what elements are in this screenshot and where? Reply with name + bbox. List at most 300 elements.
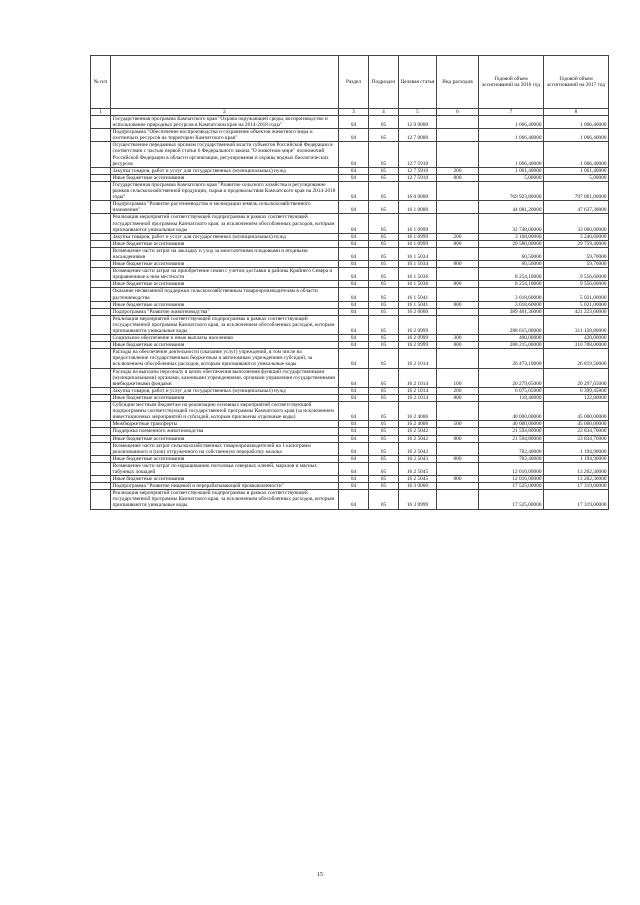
row-value-2016: 26 473,10000 xyxy=(479,349,544,368)
row-section: 04 xyxy=(339,281,369,288)
row-expense-type xyxy=(437,129,479,142)
row-section: 04 xyxy=(339,240,369,247)
row-number xyxy=(91,233,111,240)
row-section: 04 xyxy=(339,308,369,315)
row-number xyxy=(91,435,111,442)
row-number xyxy=(91,490,111,509)
table-row xyxy=(91,181,609,200)
row-name: Реализация мероприятий соответствующей подпрограммы в рамках соответствующей государственной программы Камчатского края, за исключением обособленных расходов, которым присваиваются уникальные коды xyxy=(111,490,339,509)
row-value-2016: 1 066,40000 xyxy=(479,116,544,129)
row-value-2017: 17 319,00000 xyxy=(544,490,609,509)
row-article: 16 2 5042 xyxy=(399,428,437,435)
row-article: 16 2 5045 xyxy=(399,462,437,475)
row-expense-type xyxy=(437,201,479,214)
row-name: Иные бюджетные ассигнования xyxy=(111,394,339,401)
row-section: 04 xyxy=(339,442,369,455)
row-subsection: 05 xyxy=(369,268,399,281)
row-article: 16 2 4006 xyxy=(399,421,437,428)
row-value-2017: 1 061,40000 xyxy=(544,167,609,174)
row-number xyxy=(91,261,111,268)
page-number: 15 xyxy=(317,872,323,878)
table-row xyxy=(91,394,609,401)
row-subsection: 05 xyxy=(369,335,399,342)
row-expense-type: 800 xyxy=(437,174,479,181)
row-subsection: 05 xyxy=(369,442,399,455)
row-section: 04 xyxy=(339,387,369,394)
row-expense-type xyxy=(437,402,479,421)
row-name: Подпрограмма "Обеспечение воспроизводства и сохранение объектов животного мира и охотничьих ресурсов на территории Камчатского края" xyxy=(111,129,339,142)
row-number xyxy=(91,247,111,260)
row-subsection: 05 xyxy=(369,421,399,428)
row-section: 04 xyxy=(339,129,369,142)
row-subsection: 05 xyxy=(369,288,399,301)
row-subsection: 05 xyxy=(369,167,399,174)
row-name: Возмещение части затрат на закладку и уход за многолетними плодовыми и ягодными насаждениями xyxy=(111,247,339,260)
table-row xyxy=(91,142,609,167)
row-subsection: 05 xyxy=(369,435,399,442)
row-expense-type xyxy=(437,247,479,260)
row-section: 04 xyxy=(339,428,369,435)
row-expense-type xyxy=(437,308,479,315)
column-number: 5 xyxy=(399,109,437,116)
row-article: 16 2 1014 xyxy=(399,349,437,368)
row-value-2017: 1 066,40000 xyxy=(544,142,609,167)
row-subsection: 05 xyxy=(369,261,399,268)
row-expense-type xyxy=(437,442,479,455)
row-value-2017: 1 066,40000 xyxy=(544,129,609,142)
row-article: 16 1 0999 xyxy=(399,214,437,233)
row-section: 04 xyxy=(339,402,369,421)
row-subsection: 05 xyxy=(369,428,399,435)
row-expense-type: 300 xyxy=(437,335,479,342)
row-expense-type xyxy=(437,142,479,167)
row-number xyxy=(91,181,111,200)
row-value-2017: 20 297,65000 xyxy=(544,368,609,387)
row-expense-type xyxy=(437,288,479,301)
table-row xyxy=(91,483,609,490)
row-section: 04 xyxy=(339,233,369,240)
table-row xyxy=(91,129,609,142)
row-value-2016: 60,50000 xyxy=(479,247,544,260)
row-value-2017: 59,70000 xyxy=(544,247,609,260)
header-row xyxy=(91,56,609,109)
row-section: 04 xyxy=(339,435,369,442)
row-name: Иные бюджетные ассигнования xyxy=(111,240,339,247)
row-subsection: 05 xyxy=(369,233,399,240)
row-expense-type xyxy=(437,428,479,435)
budget-table xyxy=(90,55,609,510)
row-expense-type xyxy=(437,483,479,490)
row-number xyxy=(91,281,111,288)
table-row xyxy=(91,116,609,129)
row-name: Закупка товаров, работ и услуг для государственных (муниципальных) нужд xyxy=(111,233,339,240)
table-row xyxy=(91,421,609,428)
row-article: 16 1 5034 xyxy=(399,247,437,260)
row-number xyxy=(91,387,111,394)
header-num: № п/п xyxy=(91,56,111,109)
row-name: Государственная программа Камчатского края "Охрана окружающей среды, воспроизводство и использование природных ресурсов в Камчатском крае на 2014-2018 годы" xyxy=(111,116,339,129)
row-value-2016: 400,00000 xyxy=(479,335,544,342)
table-row xyxy=(91,268,609,281)
table-row xyxy=(91,301,609,308)
row-expense-type xyxy=(437,462,479,475)
row-value-2017: 45 000,00000 xyxy=(544,402,609,421)
row-subsection: 05 xyxy=(369,281,399,288)
row-number xyxy=(91,483,111,490)
row-number xyxy=(91,349,111,368)
table-row xyxy=(91,261,609,268)
row-article: 16 1 5034 xyxy=(399,261,437,268)
row-name: Реализация мероприятий соответствующей подпрограммы в рамках соответствующей государственной программы Камчатского края, за исключением обособленных расходов, которым присваиваются уникальные коды xyxy=(111,315,339,334)
row-expense-type: 800 xyxy=(437,435,479,442)
row-number xyxy=(91,462,111,475)
row-value-2017: 3 240,60000 xyxy=(544,233,609,240)
row-number xyxy=(91,308,111,315)
row-expense-type: 200 xyxy=(437,233,479,240)
row-value-2017: 311 128,80000 xyxy=(544,315,609,334)
row-value-2017: 797 061,00000 xyxy=(544,181,609,200)
row-article: 12 7 5910 xyxy=(399,174,437,181)
row-value-2016: 1 066,40000 xyxy=(479,129,544,142)
table-row xyxy=(91,174,609,181)
table-row xyxy=(91,201,609,214)
table-row xyxy=(91,455,609,462)
row-number xyxy=(91,129,111,142)
row-article: 16 1 5041 xyxy=(399,288,437,301)
row-subsection: 05 xyxy=(369,116,399,129)
row-value-2017: 29 759,40000 xyxy=(544,240,609,247)
header-2016: Годовой объем ассигнований на 2016 год xyxy=(479,56,544,109)
table-row xyxy=(91,240,609,247)
table-row xyxy=(91,476,609,483)
row-name: Осуществление переданных органам государственной власти субъектов Российской Федерации в соответствии с частью первой статьи 6 Федерального закона "О животном мире" полномочий Российской Федерации в области организации, регулирования и охраны водных биологических ресурсов xyxy=(111,142,339,167)
row-value-2016: 5,00000 xyxy=(479,174,544,181)
row-name: Подпрограмма "Развитие пищевой и перерабатывающей промышленности" xyxy=(111,483,339,490)
row-value-2017: 9 556,60000 xyxy=(544,268,609,281)
row-article: 16 1 0999 xyxy=(399,233,437,240)
row-expense-type: 800 xyxy=(437,261,479,268)
row-subsection: 05 xyxy=(369,308,399,315)
row-article: 16 2 1014 xyxy=(399,368,437,387)
row-article: 16 2 0999 xyxy=(399,335,437,342)
row-number xyxy=(91,368,111,387)
row-subsection: 05 xyxy=(369,174,399,181)
row-article: 16 2 4006 xyxy=(399,402,437,421)
row-name: Возмещение части затрат сельскохозяйственных товаропроизводителей на 1 килограмм реализованного и (или) отгруженного на собственную переработку молока xyxy=(111,442,339,455)
row-value-2017: 9 556,60000 xyxy=(544,281,609,288)
row-number xyxy=(91,268,111,281)
row-name: Государственная программа Камчатского края "Развитие сельского хозяйства и регулирование рынков сельскохозяйственной продукции, сырья и продовольствия Камчатского края на 2014-2018 годы" xyxy=(111,181,339,200)
row-subsection: 05 xyxy=(369,240,399,247)
row-name: Социальное обеспечение и иные выплаты населению xyxy=(111,335,339,342)
row-value-2016: 8 254,10000 xyxy=(479,268,544,281)
row-subsection: 05 xyxy=(369,349,399,368)
row-name: Иные бюджетные ассигнования xyxy=(111,281,339,288)
row-number xyxy=(91,142,111,167)
row-name: Иные бюджетные ассигнования xyxy=(111,455,339,462)
row-section: 04 xyxy=(339,335,369,342)
row-subsection: 05 xyxy=(369,490,399,509)
column-number: 3 xyxy=(339,109,369,116)
row-expense-type: 800 xyxy=(437,342,479,349)
row-number xyxy=(91,394,111,401)
row-number xyxy=(91,428,111,435)
table-row xyxy=(91,247,609,260)
row-subsection: 05 xyxy=(369,142,399,167)
header-article: Целевая статья xyxy=(399,56,437,109)
row-number xyxy=(91,402,111,421)
row-expense-type xyxy=(437,349,479,368)
row-article: 16 2 5043 xyxy=(399,455,437,462)
row-article: 12 0 0000 xyxy=(399,116,437,129)
table-row xyxy=(91,435,609,442)
row-value-2016: 8 254,10000 xyxy=(479,281,544,288)
row-number xyxy=(91,174,111,181)
row-number xyxy=(91,301,111,308)
row-value-2016: 44 081,20000 xyxy=(479,201,544,214)
row-value-2016: 21 594,80000 xyxy=(479,435,544,442)
row-name: Закупка товаров, работ и услуг для государственных (муниципальных) нужд xyxy=(111,387,339,394)
row-section: 04 xyxy=(339,268,369,281)
row-subsection: 05 xyxy=(369,214,399,233)
table-row xyxy=(91,308,609,315)
row-value-2016: 17 525,00000 xyxy=(479,483,544,490)
row-name: Иные бюджетные ассигнования xyxy=(111,301,339,308)
row-name: Расходы на выплаты персоналу в целях обеспечения выполнения функций государственными (муниципальными) органами, казенными учреждениями, органами управления государственными внебюджетными фондами xyxy=(111,368,339,387)
row-section: 04 xyxy=(339,462,369,475)
row-value-2016: 769 923,80000 xyxy=(479,181,544,200)
row-value-2016: 3 018,60000 xyxy=(479,288,544,301)
row-expense-type: 500 xyxy=(437,421,479,428)
row-expense-type xyxy=(437,490,479,509)
row-value-2017: 26 819,50000 xyxy=(544,349,609,368)
table-body xyxy=(91,109,609,510)
row-value-2017: 420,00000 xyxy=(544,335,609,342)
row-section: 04 xyxy=(339,394,369,401)
row-value-2016: 3 168,00000 xyxy=(479,233,544,240)
row-section: 04 xyxy=(339,167,369,174)
row-name: Иные бюджетные ассигнования xyxy=(111,342,339,349)
row-expense-type xyxy=(437,181,479,200)
row-value-2017: 59,70000 xyxy=(544,261,609,268)
row-value-2016: 21 594,80000 xyxy=(479,428,544,435)
row-name: Подпрограмма "Развитие животноводства" xyxy=(111,308,339,315)
row-expense-type xyxy=(437,116,479,129)
row-section: 04 xyxy=(339,342,369,349)
row-name: Иные бюджетные ассигнования xyxy=(111,476,339,483)
row-section: 04 xyxy=(339,116,369,129)
row-value-2017: 6 399,45000 xyxy=(544,387,609,394)
row-value-2016: 40 000,00000 xyxy=(479,402,544,421)
row-value-2016: 29 580,00000 xyxy=(479,240,544,247)
row-value-2017: 310 708,00000 xyxy=(544,342,609,349)
table-row xyxy=(91,342,609,349)
header-section: Раздел xyxy=(339,56,369,109)
row-value-2017: 5,00000 xyxy=(544,174,609,181)
row-section: 04 xyxy=(339,301,369,308)
row-subsection: 05 xyxy=(369,455,399,462)
row-article: 16 2 5045 xyxy=(399,476,437,483)
row-expense-type: 100 xyxy=(437,368,479,387)
row-section: 04 xyxy=(339,201,369,214)
row-name: Закупка товаров, работ и услуг для государственных (муниципальных) нужд xyxy=(111,167,339,174)
column-number: 8 xyxy=(544,109,609,116)
row-expense-type: 800 xyxy=(437,476,479,483)
row-name: Расходы на обеспечение деятельности (оказание услуг) учреждений, в том числе на предоставление государственным бюджетным и автономным учреждениям субсидий, за исключением обособленных расходов, которым присваиваются уникальные коды xyxy=(111,349,339,368)
row-section: 04 xyxy=(339,490,369,509)
row-value-2017: 1 194,90000 xyxy=(544,455,609,462)
row-expense-type xyxy=(437,268,479,281)
row-subsection: 05 xyxy=(369,129,399,142)
row-name: Межбюджетные трансферты xyxy=(111,421,339,428)
row-article: 16 1 5041 xyxy=(399,301,437,308)
row-section: 04 xyxy=(339,315,369,334)
column-number: 2 xyxy=(111,109,339,116)
row-value-2017: 23 834,70000 xyxy=(544,428,609,435)
row-expense-type xyxy=(437,214,479,233)
header-subsection: Подраздел xyxy=(369,56,399,109)
column-number: 6 xyxy=(437,109,479,116)
table-row xyxy=(91,233,609,240)
row-value-2017: 5 021,00000 xyxy=(544,301,609,308)
row-section: 04 xyxy=(339,455,369,462)
row-name: Оказание несвязанной поддержки сельскохозяйственным товаропроизводителям в области растениеводства xyxy=(111,288,339,301)
header-expense-type: Вид расходов xyxy=(437,56,479,109)
row-article: 16 1 0000 xyxy=(399,201,437,214)
row-value-2016: 702,40000 xyxy=(479,442,544,455)
table-row xyxy=(91,167,609,174)
row-number xyxy=(91,315,111,334)
row-value-2017: 421 223,60000 xyxy=(544,308,609,315)
row-number xyxy=(91,342,111,349)
row-expense-type xyxy=(437,315,479,334)
row-name: Поддержка племенного животноводства xyxy=(111,428,339,435)
row-value-2016: 702,40000 xyxy=(479,455,544,462)
column-number: 4 xyxy=(369,109,399,116)
table-row xyxy=(91,281,609,288)
row-value-2016: 389 401,30000 xyxy=(479,308,544,315)
row-section: 04 xyxy=(339,421,369,428)
table-row xyxy=(91,387,609,394)
row-article: 16 2 1014 xyxy=(399,394,437,401)
row-subsection: 05 xyxy=(369,476,399,483)
row-article: 16 2 0000 xyxy=(399,308,437,315)
row-name: Иные бюджетные ассигнования xyxy=(111,174,339,181)
row-number xyxy=(91,476,111,483)
row-name: Иные бюджетные ассигнования xyxy=(111,261,339,268)
row-article: 16 2 5042 xyxy=(399,435,437,442)
row-value-2017: 45 000,00000 xyxy=(544,421,609,428)
row-section: 04 xyxy=(339,174,369,181)
table-row xyxy=(91,490,609,509)
table-row xyxy=(91,428,609,435)
row-value-2017: 17 319,00000 xyxy=(544,483,609,490)
row-article: 16 2 5043 xyxy=(399,442,437,455)
row-section: 04 xyxy=(339,261,369,268)
row-article: 12 7 0000 xyxy=(399,129,437,142)
row-number xyxy=(91,167,111,174)
row-section: 04 xyxy=(339,142,369,167)
row-article: 16 2 1014 xyxy=(399,387,437,394)
row-article: 16 3 0999 xyxy=(399,490,437,509)
row-article: 16 2 0999 xyxy=(399,315,437,334)
table-row xyxy=(91,214,609,233)
row-value-2016: 118,40000 xyxy=(479,394,544,401)
row-value-2016: 20 279,65000 xyxy=(479,368,544,387)
row-section: 04 xyxy=(339,349,369,368)
table-row xyxy=(91,288,609,301)
row-expense-type: 800 xyxy=(437,455,479,462)
row-value-2017: 47 637,30000 xyxy=(544,201,609,214)
row-subsection: 05 xyxy=(369,387,399,394)
row-article: 16 3 0000 xyxy=(399,483,437,490)
table-row xyxy=(91,335,609,342)
row-value-2017: 23 834,70000 xyxy=(544,435,609,442)
row-number xyxy=(91,288,111,301)
row-subsection: 05 xyxy=(369,301,399,308)
row-value-2017: 1 194,90000 xyxy=(544,442,609,455)
header-name xyxy=(111,56,339,109)
row-subsection: 05 xyxy=(369,181,399,200)
row-number xyxy=(91,214,111,233)
column-number-row xyxy=(91,109,609,116)
row-name: Реализация мероприятий соответствующей подпрограммы в рамках соответствующей государственной программы Камчатского края, за исключением обособленных расходов, которым присваиваются уникальные коды xyxy=(111,214,339,233)
row-subsection: 05 xyxy=(369,315,399,334)
row-article: 16 1 0999 xyxy=(399,240,437,247)
column-number: 7 xyxy=(479,109,544,116)
table-row xyxy=(91,442,609,455)
row-subsection: 05 xyxy=(369,402,399,421)
row-value-2016: 17 525,00000 xyxy=(479,490,544,509)
table-row xyxy=(91,349,609,368)
row-value-2017: 13 262,30000 xyxy=(544,462,609,475)
row-expense-type: 800 xyxy=(437,281,479,288)
row-subsection: 05 xyxy=(369,201,399,214)
row-section: 04 xyxy=(339,483,369,490)
row-name: Субсидии местным бюджетам на реализацию основных мероприятий соответствующей подпрограммы соответствующей государственной программы Камчатского края (за исключением инвестиционных мероприятий и субсидий, которым присвоены отдельные коды) xyxy=(111,402,339,421)
row-value-2016: 3 018,60000 xyxy=(479,301,544,308)
row-number xyxy=(91,116,111,129)
row-number xyxy=(91,455,111,462)
row-article: 16 0 0000 xyxy=(399,181,437,200)
row-value-2016: 1 066,40000 xyxy=(479,142,544,167)
row-expense-type: 200 xyxy=(437,387,479,394)
row-section: 04 xyxy=(339,476,369,483)
row-subsection: 05 xyxy=(369,247,399,260)
row-article: 12 7 5910 xyxy=(399,142,437,167)
row-value-2016: 1 061,40000 xyxy=(479,167,544,174)
row-name: Иные бюджетные ассигнования xyxy=(111,435,339,442)
row-number xyxy=(91,201,111,214)
row-value-2016: 288 615,00000 xyxy=(479,315,544,334)
row-section: 04 xyxy=(339,288,369,301)
row-number xyxy=(91,335,111,342)
row-value-2016: 60,50000 xyxy=(479,261,544,268)
table-row xyxy=(91,315,609,334)
row-name: Подпрограмма "Развитие растениеводства и мелиорации земель сельскохозяйственного назначения" xyxy=(111,201,339,214)
row-section: 04 xyxy=(339,181,369,200)
row-name: Возмещение части затрат по наращиванию поголовья северных оленей, маралов и мясных табунных лошадей xyxy=(111,462,339,475)
table-row xyxy=(91,368,609,387)
row-expense-type: 800 xyxy=(437,240,479,247)
row-article: 16 1 5036 xyxy=(399,281,437,288)
row-subsection: 05 xyxy=(369,342,399,349)
row-subsection: 05 xyxy=(369,483,399,490)
row-expense-type: 800 xyxy=(437,301,479,308)
row-subsection: 05 xyxy=(369,462,399,475)
table-row xyxy=(91,462,609,475)
row-value-2016: 12 016,00000 xyxy=(479,462,544,475)
